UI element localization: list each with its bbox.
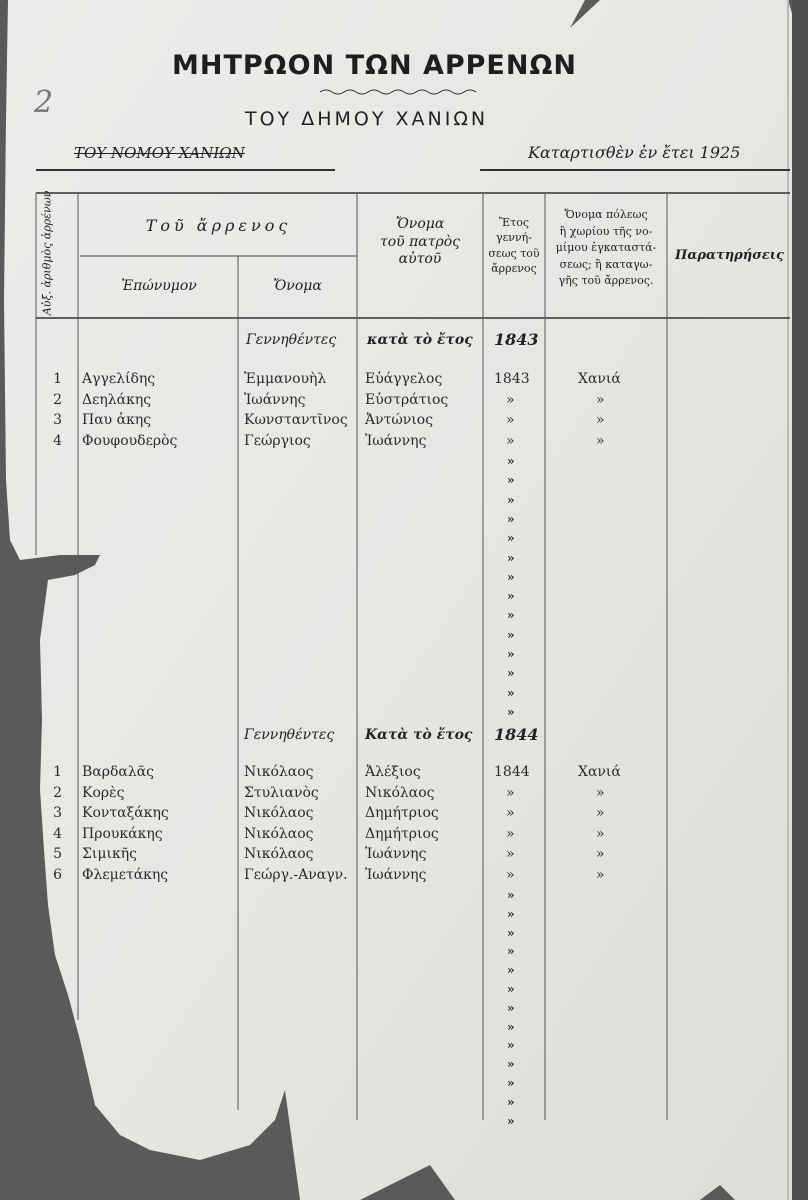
header-male-group: Τοῦ ἄρρενος [145, 216, 292, 235]
header-year-line3: σεως τοῦ [488, 246, 540, 260]
cell-name: Νικόλαος [244, 764, 314, 780]
cell-father: Ἰωάννης [365, 866, 427, 883]
row-number: 2 [53, 391, 62, 408]
header-place-line4: σεως; ἢ καταγω- [559, 257, 653, 271]
row-number: 2 [53, 784, 62, 801]
cell-name: Στυλιανὸς [244, 784, 319, 801]
header-place-line1: Ὄνομα πόλεως [564, 208, 648, 221]
row-number: 4 [53, 825, 62, 842]
ditto-mark: » [507, 589, 515, 604]
section-born-label: Γεννηθέντες [244, 727, 335, 743]
cell-name: Κωνσταντῖνος [244, 412, 348, 428]
cell-place: » [596, 412, 605, 428]
header-surname: Ἐπώνυμον [121, 278, 197, 294]
cell-surname: Προυκάκης [82, 825, 163, 842]
cell-place: » [596, 784, 605, 801]
ditto-mark: » [507, 1057, 515, 1072]
ditto-mark: » [507, 944, 515, 959]
row-number: 3 [53, 412, 62, 428]
ditto-mark: » [507, 685, 515, 700]
cell-birth-year: » [506, 412, 515, 428]
ditto-mark: » [507, 647, 515, 661]
cell-surname: Παυ ἀκης [82, 412, 152, 428]
ditto-mark: » [507, 704, 515, 719]
cell-surname: Αγγελίδης [82, 371, 156, 387]
cell-place: » [596, 805, 605, 821]
section-year: 1844 [494, 725, 539, 744]
cell-surname: Κονταξάκης [82, 805, 169, 821]
section-born-label: Γεννηθέντες [246, 332, 337, 348]
header-place-line5: γῆς τοῦ ἄρρενος. [558, 274, 654, 287]
cell-name: Γεώργιος [244, 432, 311, 449]
cell-birth-year: » [506, 805, 515, 821]
cell-surname: Φουφουδερὸς [82, 432, 178, 449]
ditto-mark: » [507, 473, 515, 488]
row-number: 6 [53, 866, 62, 883]
header-father-name [357, 216, 483, 269]
row-number: 1 [53, 371, 62, 387]
ditto-mark: » [507, 454, 515, 468]
section-year: 1843 [494, 330, 539, 349]
prefecture-label: ΤΟΥ ΝΟΜΟΥ ΧΑΝΙΩΝ [74, 144, 245, 162]
ditto-mark: » [507, 666, 515, 681]
cell-place: » [596, 846, 605, 862]
ditto-mark: » [507, 608, 515, 623]
header-year-line4: ἄρρενος [491, 262, 537, 276]
ditto-mark: » [507, 550, 515, 565]
document-subtitle: ΤΟΥ ΔΗΜΟΥ ΧΑΝΙΩΝ [245, 108, 489, 130]
cell-place: » [596, 391, 605, 408]
cell-father: Ἰωάννης [365, 432, 427, 449]
cell-name: Νικόλαος [244, 825, 314, 842]
header-birth-year [483, 215, 545, 277]
cell-father: Δημήτριος [365, 825, 439, 842]
cell-birth-year: » [506, 432, 515, 449]
ditto-mark: » [507, 569, 515, 584]
cell-surname: Σιμικῆς [82, 846, 137, 862]
header-remarks: Παρατηρήσεις [675, 248, 784, 263]
cell-father: Ἀντώνιος [365, 412, 434, 428]
cell-name: Ἐμμανουὴλ [244, 371, 327, 387]
header-father-line3: αὐτοῦ [398, 251, 442, 267]
cell-name: Νικόλαος [244, 846, 314, 862]
row-number: 1 [53, 764, 62, 780]
row-number: 5 [53, 846, 62, 862]
ditto-mark: » [507, 1000, 515, 1015]
header-serial-number: Αὐξ. ἀριθμὸς ἀρρένων [40, 190, 54, 316]
cell-birth-year: » [506, 391, 515, 408]
cell-birth-year: 1843 [494, 371, 530, 387]
cell-father: Νικόλαος [365, 784, 435, 801]
cell-surname: Δεηλάκης [82, 391, 152, 408]
cell-place: Χανιά [578, 371, 621, 387]
row-number: 4 [53, 432, 62, 449]
ditto-mark: » [507, 511, 515, 526]
cell-surname: Βαρδαλᾶς [82, 764, 155, 780]
ditto-mark: » [507, 1076, 515, 1090]
cell-place: Χανιά [578, 764, 621, 780]
paper-right-edge [792, 0, 808, 1200]
ditto-mark: » [507, 1038, 515, 1053]
cell-name: Ἰωάννης [244, 391, 306, 408]
cell-father: Ἰωάννης [365, 846, 427, 862]
cell-father: Εὐστράτιος [365, 391, 449, 408]
ditto-mark: » [507, 627, 515, 642]
ditto-mark: » [507, 531, 515, 546]
section-year-label: κατὰ τὸ ἔτος [367, 332, 473, 348]
cell-place: » [596, 432, 605, 449]
cell-birth-year: 1844 [494, 764, 530, 780]
cell-place: » [596, 825, 605, 842]
cell-birth-year: » [506, 846, 515, 862]
cell-father: Εὐάγγελος [365, 371, 443, 387]
cell-father: Ἀλέξιος [365, 764, 421, 780]
cell-place: » [596, 866, 605, 883]
header-place-line3: μίμου ἐγκαταστά- [555, 241, 657, 254]
margin-pencil-mark: 2 [34, 85, 54, 120]
cell-surname: Κορὲς [82, 784, 125, 801]
header-name: Ὄνομα [273, 278, 322, 294]
cell-birth-year: » [506, 825, 515, 842]
section-year-label: Κατὰ τὸ ἔτος [365, 727, 473, 743]
cell-name: Γεώργ.-Αναγν. [244, 866, 348, 883]
header-place [545, 207, 667, 290]
compiled-year-label: Καταρτισθὲν ἐν ἔτει 1925 [528, 143, 741, 162]
document-title: ΜΗΤΡΩΟΝ ΤΩΝ ΑΡΡΕΝΩΝ [172, 50, 578, 81]
header-year-line2: γεννή- [496, 231, 532, 245]
ditto-mark: » [507, 492, 515, 507]
ditto-mark: » [507, 982, 515, 996]
cell-surname: Φλεμετάκης [82, 866, 169, 883]
header-father-line1: Ὄνομα [395, 216, 445, 232]
ditto-mark: » [507, 1113, 515, 1128]
ditto-mark: » [507, 906, 515, 921]
ditto-mark: » [507, 1094, 515, 1109]
ditto-mark: » [507, 888, 515, 902]
header-father-line2: τοῦ πατρὸς [379, 233, 461, 250]
header-place-line2: ἢ χωρίου τῆς νο- [559, 224, 653, 238]
cell-birth-year: » [506, 784, 515, 801]
ditto-mark: » [507, 925, 515, 940]
ditto-mark: » [507, 1019, 515, 1034]
row-number: 3 [53, 805, 62, 821]
paper-sheet [4, 0, 800, 1200]
header-year-line1: Ἔτος [499, 216, 529, 229]
cell-birth-year: » [506, 866, 515, 883]
cell-father: Δημήτριος [365, 805, 439, 821]
cell-name: Νικόλαος [244, 805, 314, 821]
ditto-mark: » [507, 963, 515, 978]
